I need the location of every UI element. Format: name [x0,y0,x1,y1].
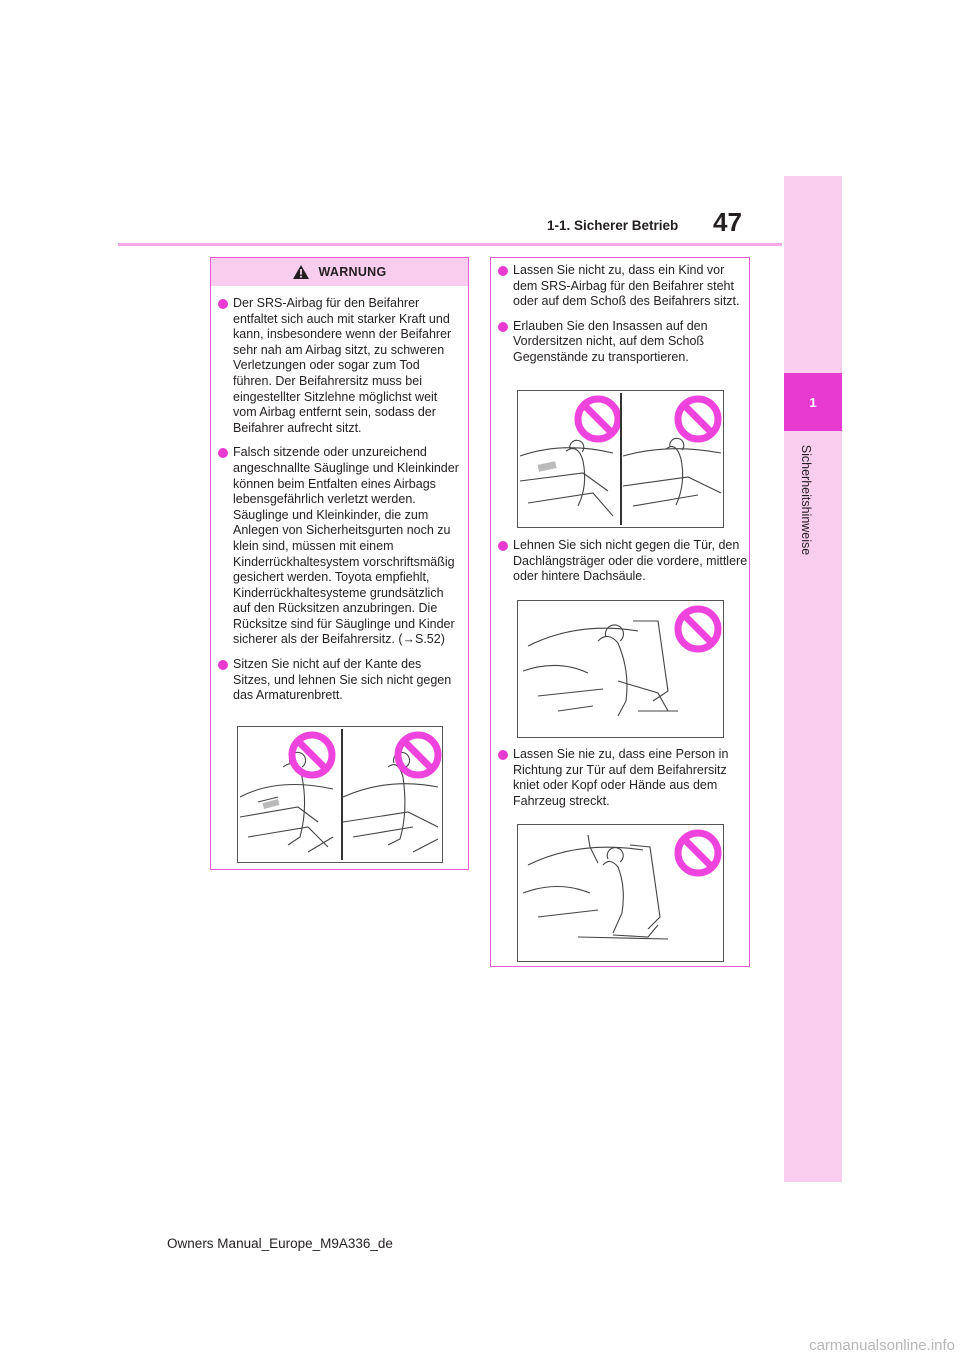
warning-item-kneeling [495,747,753,809]
bullet-icon [218,448,228,458]
chapter-number-tab[interactable] [784,373,842,431]
warning-box [210,257,469,870]
illustration-lean-door [517,600,724,738]
prohibition-icon [678,399,718,439]
illustration-child-airbag [517,390,724,528]
prohibition-icon [292,735,332,775]
illustration-divider [620,393,622,525]
warning-triangle-icon [292,264,310,280]
prohibition-icon [578,399,618,439]
bullet-icon [498,322,508,332]
bullet-icon [498,266,508,276]
header-rule [118,243,782,246]
warning-item-text: Falsch sitzende oder unzureichend angeschnallte Säuglinge und Kleinkinder können beim Entfalten eines Airbags lebensgefährlich verletzt werden. Säuglinge und Kleinkinder, die zum Anlegen von Sicherheitsgurten noch zu klein sind, müssen mit einem Kinderrückhaltesystem vorschriftsmäßig gesichert werden. Toyota empfiehlt, Kinderrückhaltesysteme grundsätzlich auf den Rücksitzen anzubringen. Die Rücksitze sind für Säuglinge und Kinder sicherer als der Beifahrersitz. (→S.52) [233,445,459,647]
warning-item-text: Lehnen Sie sich nicht gegen die Tür, den Dachlängsträger oder die vordere, mittlere oder hintere Dachsäule. [513,538,748,584]
warning-item-text: Lassen Sie nicht zu, dass ein Kind vor dem SRS-Airbag für den Beifahrer steht oder auf dem Schoß des Beifahrers sitzt. [513,263,740,309]
prohibition-icon [678,609,718,649]
bullet-icon [218,299,228,309]
warning-item-child-restraint [215,445,460,648]
warning-header [211,258,468,286]
dashboard-leaning-illustration [238,727,442,862]
illustration-divider [341,729,343,860]
prohibition-icon [398,735,438,775]
warning-item-text: Sitzen Sie nicht auf der Kante des Sitzes, und lehnen Sie sich nicht gegen das Armaturenbrett. [233,657,452,703]
bullet-icon [498,750,508,760]
warning-item-text: Der SRS-Airbag für den Beifahrer entfaltet sich auch mit starker Kraft und kann, insbesondere wenn der Beifahrer sehr nah am Airbag sitzt, zu schweren Verletzungen oder sogar zum Tod führen. Der Beifahrersitz muss bei eingestellter Sitzlehne möglichst weit vom Airbag entfernt sein, sodass der Beifahrer aufrecht sitzt. [233,296,452,435]
prohibition-icon [678,833,718,873]
warning-item-child-front [495,263,741,310]
footer-manual-id: Owners Manual_Europe_M9A336_de [167,1236,393,1251]
kneeling-passenger-illustration [518,825,723,961]
chapter-side-tab [784,176,842,1182]
chapter-number: 1 [809,394,817,410]
bullet-icon [218,660,228,670]
warning-box-continued [490,257,750,967]
bullet-icon [498,541,508,551]
watermark[interactable]: carmanualsonline.info [809,1337,955,1354]
page-number: 47 [713,207,742,237]
warning-item-seat-edge [215,657,460,704]
chapter-label: Sicherheitshinweise [799,444,813,556]
illustration-kneeling [517,824,724,962]
warning-item-text: Lassen Sie nie zu, dass eine Person in Richtung zur Tür auf dem Beifahrersitz kniet oder Kopf oder Hände aus dem Fahrzeug streckt. [513,747,729,808]
illustration-seat-edge [237,726,443,863]
warning-item-lap-objects [495,319,741,366]
warning-item-airbag-force [215,296,460,436]
warning-title: WARNUNG [318,265,387,279]
warning-item-text: Erlauben Sie den Insassen auf den Vordersitzen nicht, auf dem Schoß Gegenstände zu transportieren. [513,318,708,364]
warning-item-lean-door [495,538,753,585]
door-leaning-illustration [518,601,723,737]
section-title: 1-1. Sicherer Betrieb [547,218,679,233]
